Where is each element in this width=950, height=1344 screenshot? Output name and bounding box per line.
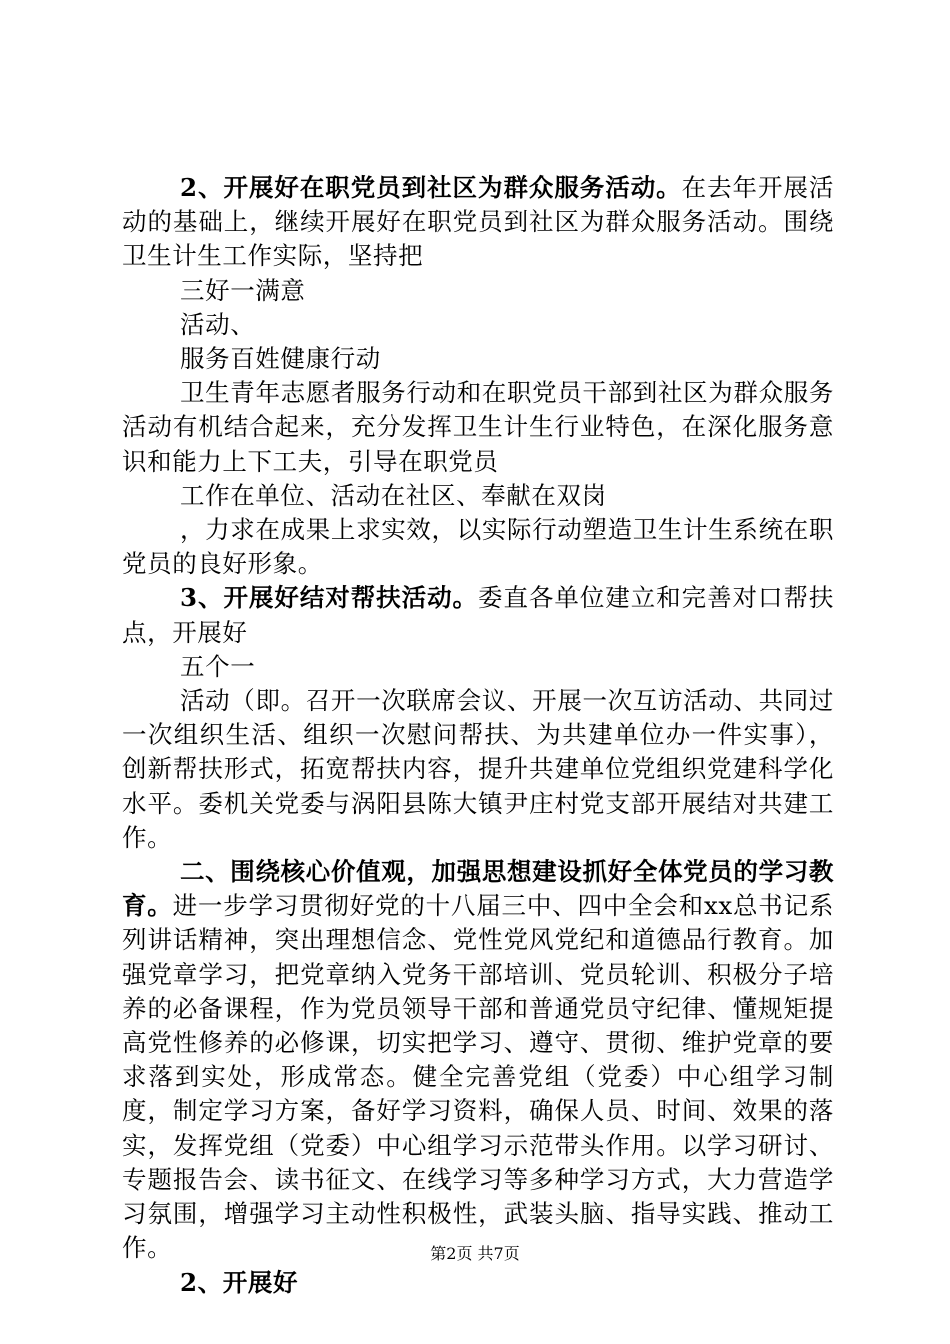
paragraph-7 — [122, 513, 834, 581]
paragraph-5 — [122, 376, 834, 479]
body-text — [122, 171, 834, 1300]
paragraph-text: 活动（即。召开一次联席会议、开展一次互访活动、共同过一次组织生活、组织一次慰问帮扶、为共建单位办一件实事），创新帮扶形式，拓宽帮扶内容，提升共建单位党组织党建科学化水平。委机关党委与涡阳县陈大镇尹庄村党支部开展结对共建工作。 — [122, 686, 834, 852]
paragraph-heading: 3、开展好结对帮扶活动。 — [180, 583, 478, 613]
paragraph-text: 委直各单位建立和完善对口帮扶点，开展好 — [122, 583, 834, 647]
paragraph-4 — [122, 342, 834, 376]
paragraph-8 — [122, 581, 834, 649]
paragraph-text: 三好一满意 — [180, 275, 306, 305]
paragraph-text: 五个一 — [180, 651, 256, 681]
paragraph-heading: 二、围绕核心价值观，加强思想建设抓好全体党员的学习教育。 — [122, 857, 834, 921]
paragraph-text: 工作在单位、活动在社区、奉献在双岗 — [180, 480, 607, 510]
page-footer — [0, 1244, 950, 1264]
page-number: 第2页 共7页 — [430, 1244, 520, 1263]
paragraph-11 — [122, 855, 834, 1265]
paragraph-text: 在去年开展活动的基础上，继续开展好在职党员到社区为群众服务活动。围绕卫生计生工作实际，坚持把 — [122, 173, 834, 271]
paragraph-6 — [122, 479, 834, 513]
paragraph-text: ，力求在成果上求实效，以实际行动塑造卫生计生系统在职党员的良好形象。 — [122, 515, 834, 579]
paragraph-text: 卫生青年志愿者服务行动和在职党员干部到社区为群众服务活动有机结合起来，充分发挥卫生计生行业特色，在深化服务意识和能力上下工夫，引导在职党员 — [122, 378, 834, 476]
paragraph-text: 进一步学习贯彻好党的十八届三中、四中全会和xx总书记系列讲话精神，突出理想信念、党性党风党纪和道德品行教育。加强党章学习，把党章纳入党务干部培训、党员轮训、积极分子培养的必备课程，作为党员领导干部和普通党员守纪律、懂规矩提高党性修养的必修课，切实把学习、遵守、贯彻、维护党章的要求落到实处，形成常态。健全完善党组（党委）中心组学习制度，制定学习方案，备好学习资料，确保人员、时间、效果的落实，发挥党组（党委）中心组学习示范带头作用。以学习研讨、专题报告会、读书征文、在线学习等多种学习方式，大力营造学习氛围，增强学习主动性积极性，武装头脑、指导实践、推动工作。 — [122, 891, 834, 1263]
paragraph-heading: 2、开展好 — [180, 1267, 299, 1297]
paragraph-text: 活动、 — [180, 309, 256, 339]
paragraph-9 — [122, 650, 834, 684]
paragraph-1 — [122, 171, 834, 274]
paragraph-12 — [122, 1266, 834, 1300]
paragraph-2 — [122, 274, 834, 308]
paragraph-3 — [122, 308, 834, 342]
paragraph-10 — [122, 684, 834, 855]
paragraph-heading: 2、开展好在职党员到社区为群众服务活动。 — [180, 173, 682, 202]
paragraph-text: 服务百姓健康行动 — [180, 344, 381, 374]
